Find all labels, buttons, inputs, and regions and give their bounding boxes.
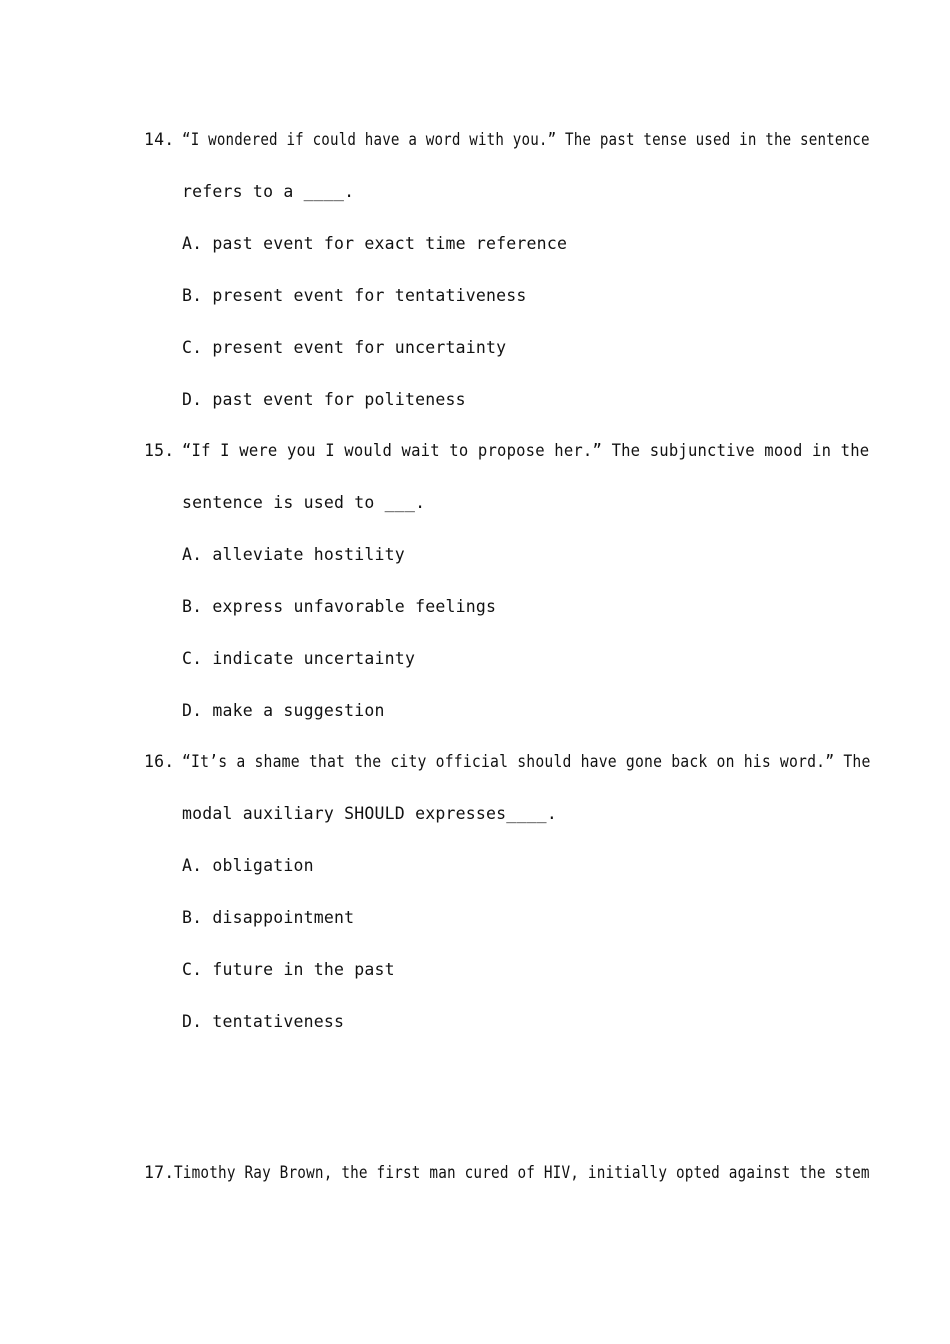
question-stem-line-2: sentence is used to ___.: [182, 493, 426, 512]
question-stem-line-2: modal auxiliary SHOULD expresses____.: [182, 804, 557, 823]
option-a: A. alleviate hostility: [182, 545, 405, 564]
option-b: B. express unfavorable feelings: [182, 597, 497, 616]
question-stem-line-1: “I wondered if could have a word with you.” The past tense used in the sentence: [182, 130, 870, 149]
question-number: 14.: [144, 130, 175, 149]
option-d: D. tentativeness: [182, 1012, 345, 1031]
option-b: B. disappointment: [182, 908, 355, 927]
question-stem-line-1: “It’s a shame that the city official should have gone back on his word.” The: [182, 752, 871, 771]
question-number: 15.: [144, 441, 175, 460]
question-stem-line-1: Timothy Ray Brown, the first man cured of HIV, initially opted against the stem: [174, 1163, 870, 1182]
question-stem-line-1: “If I were you I would wait to propose her.” The subjunctive mood in the: [182, 441, 870, 460]
question-number: 17.: [144, 1163, 175, 1182]
option-c: C. future in the past: [182, 960, 395, 979]
option-d: D. past event for politeness: [182, 390, 466, 409]
question-number: 16.: [144, 752, 175, 771]
option-c: C. indicate uncertainty: [182, 649, 416, 668]
option-b: B. present event for tentativeness: [182, 286, 527, 305]
option-a: A. past event for exact time reference: [182, 234, 568, 253]
option-c: C. present event for uncertainty: [182, 338, 507, 357]
option-a: A. obligation: [182, 856, 314, 875]
option-d: D. make a suggestion: [182, 701, 385, 720]
question-stem-line-2: refers to a ____.: [182, 182, 355, 201]
